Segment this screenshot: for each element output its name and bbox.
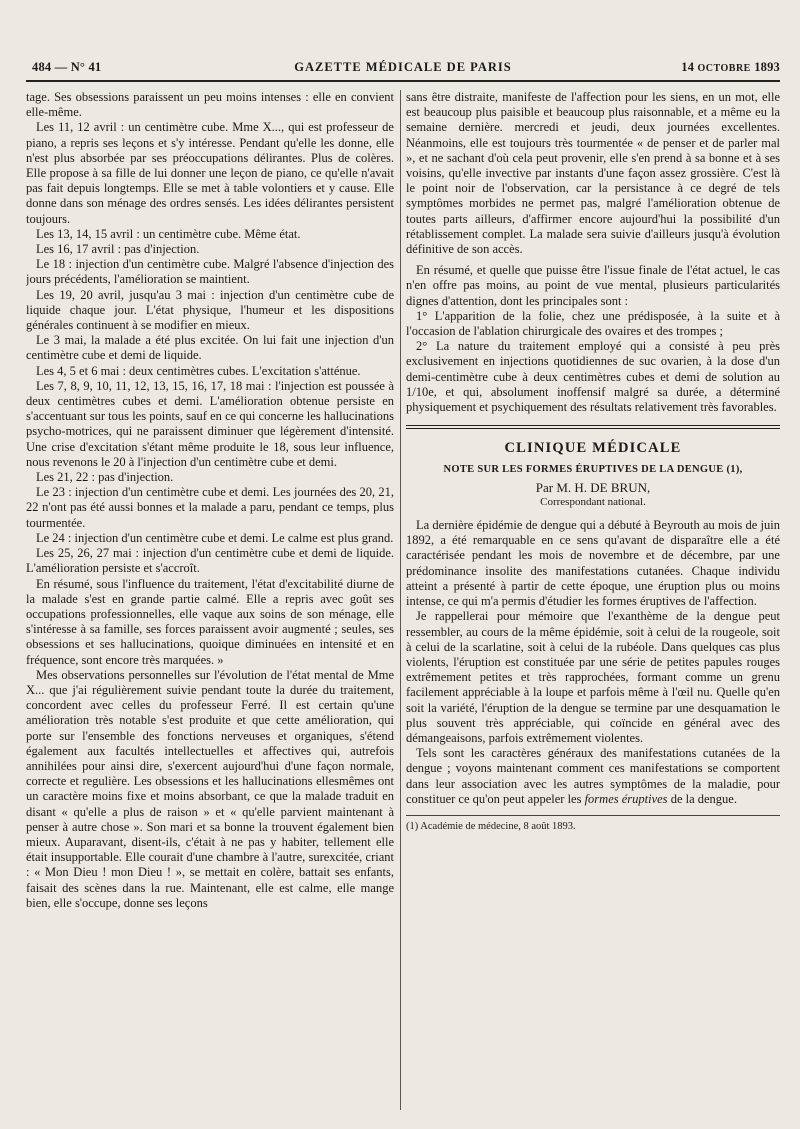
- footnote: (1) Académie de médecine, 8 août 1893.: [406, 820, 576, 832]
- left-column: [26, 90, 394, 1110]
- paragraph: Les 7, 8, 9, 10, 11, 12, 13, 15, 16, 17, 18 mai : l'injection est poussée à deux centimètres cubes et demi. L'amélioration obtenue persiste en s'accentuant sur tous les points, sauf en ce qui concerne les hallucinations psycho-motrices, qui ne paraissent diminuer que légèrement d'intensité. Une crise d'excitation s'étant même produite le 18, sous leur influence, nous revenons le 20 à l'injection d'un centimètre cube et demi.: [26, 378, 394, 469]
- paragraph: Mes observations personnelles sur l'évolution de l'état mental de Mme X... que j'ai régulièrement suivie pendant toute la durée du traitement, concordent avec celles du professeur Ferré. Il est certain qu'une amélioration très notable s'est produite et que cette amélioration, qui porte sur l'ensemble des fonctions nerveuses et organiques, s'étend également aux facultés intellectuelles et affectives qui, autrefois annihilées pour ainsi dire, s'exercent aujourd'hui d'une façon normale, correcte et regulière. Les obsessions et les hallucinations ellesmêmes ont un caractère moins fixe et moins absorbant, ce que la malade traduit en disant « qu'elle a plus de raison » et « qu'elle parvient maintenant à penser à autre chose ». Son mari et sa bonne la trouvent également bien mieux. Auparavant, disent-ils, c'était à ne pas y habiter, tellement elle était insupportable. Elle courait d'une chambre à l'autre, surexcitée, criant : « Mon Dieu ! mon Dieu ! », se mettait en colère, battait ses enfants, faisait des scènes dans la rue. Maintenant, elle est calme, elle mange bien, elle s'occupe, donne ses leçons: [26, 667, 394, 910]
- article-title: NOTE SUR LES FORMES ÉRUPTIVES DE LA DENGUE (1),: [443, 464, 743, 476]
- emphasis: formes éruptives: [584, 791, 668, 806]
- paragraph: Les 13, 14, 15 avril : un centimètre cube. Même état.: [36, 226, 301, 241]
- right-column: [406, 90, 780, 1110]
- footnote-rule: [406, 815, 780, 816]
- paragraph: En résumé, et quelle que puisse être l'issue finale de l'état actuel, le cas n'en offre pas moins, au point de vue mental, plusieurs particularités dignes d'attention, dont les principales sont :: [406, 263, 780, 308]
- paragraph: Les 25, 26, 27 mai : injection d'un centimètre cube et demi de liquide. L'amélioration persiste et s'accroît.: [26, 546, 394, 576]
- paragraph: tage. Ses obsessions paraissent un peu moins intenses : elle en convient elle-même.: [26, 90, 394, 120]
- column-divider: [400, 90, 401, 1110]
- paragraph: 2° La nature du traitement employé qui a consisté à peu près exclusivement en injections quotidiennes de suc ovarien, à la dose d'un demi-centimètre cube à deux centimètres cubes et demi de solution au 1/10e, et qui, absolument inoffensif malgré sa durée, a déterminé physiquement et psychiquement des résultats relativement très favorables.: [406, 339, 780, 415]
- author-role: Correspondant national.: [540, 495, 646, 508]
- section-title: CLINIQUE MÉDICALE: [504, 440, 682, 457]
- paragraph: Tels sont les caractères généraux des manifestations cutanées de la dengue ; voyons maintenant comment ces manifestations se comportent dans leur association avec les autres symptômes de la maladie, pour constituer ce qu'on peut appeler les formes éruptives de la dengue.: [406, 746, 780, 806]
- paragraph: Je rappellerai pour mémoire que l'exanthème de la dengue peut ressembler, au cours de la même épidémie, soit à celui de la rougeole, soit à celui de la scarlatine, soit à celui de la rubéole. Dans quelques cas plus violents, l'éruption est constituée par une série de petites papules rouges extrêmement petites et très rapprochées, formant comme un grenu facilement appréciable à la loupe et parfois même à l'œil nu. Quelle qu'en soit la variété, l'éruption de la dengue se termine par une desquamation le plus souvent très appréciable, qui coïncide en général avec des démangeaisons, parfois extrêmement violentes.: [406, 609, 780, 745]
- paragraph: 1° L'apparition de la folie, chez une prédisposée, à la suite et à l'occasion de l'ablation chirurgicale des ovaires et des trompes ;: [406, 308, 780, 339]
- paragraph: Le 23 : injection d'un centimètre cube et demi. Les journées des 20, 21, 22 n'ont pas été aussi bonnes et la malade a paru, pendant ce temps, plus tourmentée.: [26, 485, 394, 530]
- journal-title: GAZETTE MÉDICALE DE PARIS: [294, 60, 512, 74]
- paragraph: Le 18 : injection d'un centimètre cube. Malgré l'absence d'injection des jours précédents, l'amélioration se maintient.: [26, 257, 394, 287]
- paragraph: Le 24 : injection d'un centimètre cube et demi. Le calme est plus grand.: [36, 530, 394, 545]
- issue-date: 14 OCTOBRE 1893: [681, 60, 780, 74]
- paragraph: Les 21, 22 : pas d'injection.: [36, 470, 174, 485]
- paragraph: Les 19, 20 avril, jusqu'au 3 mai : injection d'un centimètre cube de liquide chaque jour. L'état physique, l'humeur et les dispositions générales continuent à se modifier en mieux.: [26, 287, 394, 333]
- running-header: [26, 60, 780, 80]
- article-author: Par M. H. DE BRUN,: [535, 479, 651, 495]
- paragraph: Les 4, 5 et 6 mai : deux centimètres cubes. L'excitation s'atténue.: [36, 363, 361, 378]
- header-rule: [26, 80, 780, 82]
- paragraph: sans être distraite, manifeste de l'affection pour les siens, en un mot, elle est beaucoup plus paisible et beaucoup plus raisonnable, et a même eu la semaine dernière. mercredi et jeudi, deux journées excellentes. Néanmoins, elle est toujours très tourmentée « de penser et de parler mal », et ne sachant d'où cela peut provenir, elle s'en prend à sa bonne et à ses voisins, qu'elle invective par instants d'une façon assez grossière. C'est là le point noir de l'observation, car la persistance à ce degré de tels symptômes morbides ne permet pas, malgré l'amélioration obtenue de toutes parts ailleurs, d'affirmer encore aujourd'hui la possibilité d'un rétablissement complet. La malade sera suivie d'ailleurs jusqu'à évolution définitive de son accès.: [406, 90, 780, 257]
- page-number: 484 — N° 41: [32, 60, 102, 74]
- paragraph: Les 11, 12 avril : un centimètre cube. Mme X..., qui est professeur de piano, a repris ses leçons et s'y intéresse. Pendant qu'elle les donne, elle n'est plus absorbée par ses préoccupations délirantes. Plus de colères. Elle propose à sa fille de lui donner une leçon de piano, ce qu'elle n'avait pas fait depuis longtemps. Elle se met à table volontiers et y cause. Elle donne dans son ménage des ordres sensés. Les idées délirantes persistent toujours.: [26, 120, 394, 226]
- section-divider: [406, 425, 780, 429]
- paragraph: Le 3 mai, la malade a été plus excitée. On lui fait une injection d'un centimètre cube et demi de liquide.: [26, 333, 394, 363]
- paragraph: La dernière épidémie de dengue qui a débuté à Beyrouth au mois de juin 1892, a été remarquable en ce sens qu'avant de disparaître elle a été caractérisée pendant les mois de novembre et de décembre, par une prédominance insolite des manifestations cutanées. Chaque individu atteint a présenté à partir de cette époque, une éruption plus ou moins intense, ce qui m'a permis d'étudier les formes éruptives de l'affection.: [406, 518, 780, 609]
- paragraph: Les 16, 17 avril : pas d'injection.: [36, 242, 200, 257]
- paragraph: En résumé, sous l'influence du traitement, l'état d'excitabilité diurne de la malade s'est en grande partie calmé. Elle a repris avec goût ses occupations professionnelles, elle vaque aux soins de son ménage, elle s'intéresse à sa famille, ses forces paraissent avoir augmenté ; seules, ses obsessions et ses hallucinations, quoique diminuées en intensité et en fréquence, sont encore très marquées. »: [26, 576, 394, 667]
